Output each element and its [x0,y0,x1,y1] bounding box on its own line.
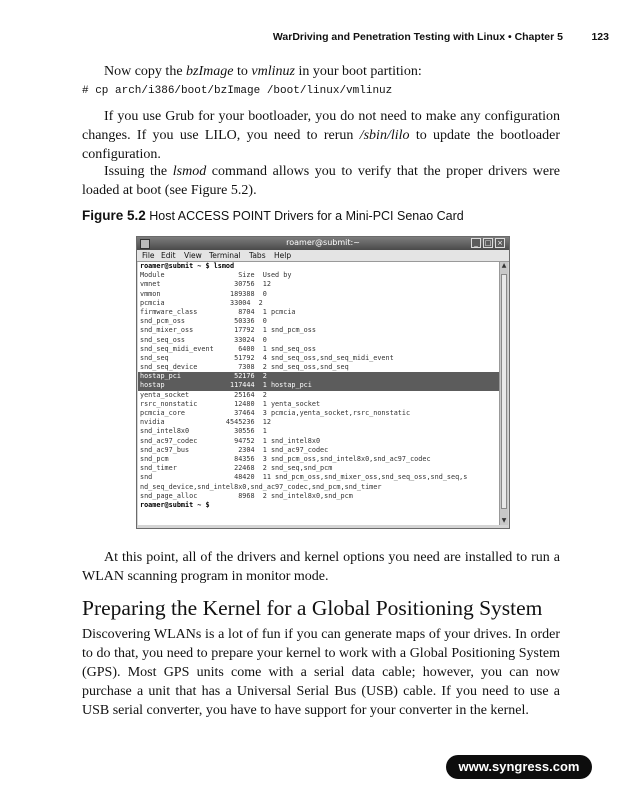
figure-title: Host ACCESS POINT Drivers for a Mini-PCI Senao Card [149,209,464,223]
p1-text-1: Now copy the [104,64,187,79]
terminal-line: firmware_class 8704 1 pcmcia [140,307,296,316]
terminal-line: vmmon 189388 0 [140,289,267,298]
terminal-line: nd_seq_device,snd_intel8x0,snd_ac97_codec,snd_pcm,snd_timer [140,482,382,491]
figure-caption [82,208,464,223]
terminal-line: snd_pcm_oss 50336 0 [140,317,267,326]
menu-file[interactable]: File [142,251,155,260]
terminal-line: nvidia 4545236 12 [140,418,271,427]
footer-url-badge[interactable]: www.syngress.com [446,755,592,779]
terminal-output[interactable] [138,262,500,525]
terminal-line: hostap 117444 1 hostap_pci [138,381,500,390]
terminal-line: snd_timer 22468 2 snd_seq,snd_pcm [140,464,333,473]
p3-text-1: Issuing the [104,164,173,179]
terminal-line: Module Size Used by [140,271,292,280]
p1-italic-bzimage: bzImage [186,64,234,79]
code-command: # cp arch/i386/boot/bzImage /boot/linux/vmlinuz [82,85,393,97]
menu-terminal[interactable]: Terminal [209,251,241,260]
terminal-scrollbar[interactable] [499,262,508,525]
terminal-line: snd_pcm 84356 3 snd_pcm_oss,snd_intel8x0,snd_ac97_codec [140,454,431,463]
terminal-window [136,236,510,529]
paragraph-monitor-mode: At this point, all of the drivers and kernel options you need are installed to run a WLAN scanning program in monitor mode. [82,550,560,584]
terminal-line: snd_page_alloc 8968 2 snd_intel8x0,snd_pcm [140,491,353,500]
p1-text-2: to [233,64,252,79]
menu-tabs[interactable]: Tabs [249,251,266,260]
terminal-line: hostap_pci 52176 2 [138,372,500,381]
running-title: WarDriving and Penetration Testing with Linux • Chapter 5 [272,31,563,43]
minimize-icon[interactable]: _ [471,238,481,248]
p3-text-2: command allows you to verify that the proper drivers were loaded at boot (see Figure 5.2). [82,164,560,198]
terminal-line: roamer@submit ~ $ lsmod [140,262,235,270]
scroll-up-icon[interactable]: ▲ [501,262,507,269]
terminal-titlebar[interactable] [137,237,509,250]
terminal-line: yenta_socket 25164 2 [140,390,267,399]
terminal-line: snd_mixer_oss 17792 1 snd_pcm_oss [140,326,316,335]
section-heading: Preparing the Kernel for a Global Positioning System [82,596,543,620]
terminal-line: snd 48420 11 snd_pcm_oss,snd_mixer_oss,snd_seq_oss,snd_seq,s [140,473,468,482]
p1-italic-vmlinuz: vmlinuz [251,64,295,79]
terminal-title: roamer@submit:~ [286,238,360,247]
scrollbar-thumb[interactable] [501,274,507,509]
figure-label: Figure 5.2 [82,208,146,223]
page-number: 123 [591,31,609,43]
paragraph-gps: Discovering WLANs is a lot of fun if you can generate maps of your drives. In order to do that, you need to prepare your kernel to work with a Global Positioning System (GPS). Most GPS units come with a serial data cable; however, you can now purchase a unit that has a Universal Serial Bus (USB) cable. If you need to use a USB serial converter, you have to have support for your converter in the kernel. [82,627,560,718]
p2-text-2: to update the bootloader configuration. [82,128,560,162]
terminal-line: snd_seq_device 7308 2 snd_seq_oss,snd_seq [140,363,349,372]
terminal-line: rsrc_nonstatic 12480 1 yenta_socket [140,399,321,408]
menu-help[interactable]: Help [274,251,292,260]
terminal-line: snd_seq_oss 33024 0 [140,335,267,344]
terminal-line: snd_intel8x0 30556 1 [140,427,267,436]
terminal-line: pcmcia_core 37464 3 pcmcia,yenta_socket,rsrc_nonstatic [140,409,411,417]
terminal-line: snd_seq_midi_event 6400 1 snd_seq_oss [140,344,316,353]
paragraph-bootloader [82,107,560,164]
p2-italic-lilo: /sbin/lilo [359,128,410,143]
close-icon[interactable]: × [495,238,505,248]
terminal-line: pcmcia 33004 2 [140,298,263,307]
p3-italic-lsmod: lsmod [172,164,207,179]
terminal-line: snd_ac97_bus 2304 1 snd_ac97_codec [140,445,329,454]
menu-edit[interactable]: Edit [161,251,176,260]
paragraph-copy-bzimage [82,62,560,81]
paragraph-lsmod [82,162,560,200]
p1-text-3: in your boot partition: [294,64,422,79]
menu-view[interactable]: View [184,251,202,260]
terminal-line: roamer@submit ~ $ [140,500,210,509]
maximize-icon[interactable]: □ [484,239,492,247]
terminal-menubar [137,250,509,262]
terminal-line: snd_seq 51792 4 snd_seq_oss,snd_seq_midi_event [140,353,394,362]
p2-text-1: If you use Grub for your bootloader, you do not need to make any configuration changes. If you use LILO, you need to rerun [82,109,560,143]
terminal-line: snd_ac97_codec 94752 1 snd_intel8x0 [140,436,321,445]
scroll-down-icon[interactable]: ▼ [501,517,507,524]
terminal-line: vmnet 30756 12 [140,280,271,289]
